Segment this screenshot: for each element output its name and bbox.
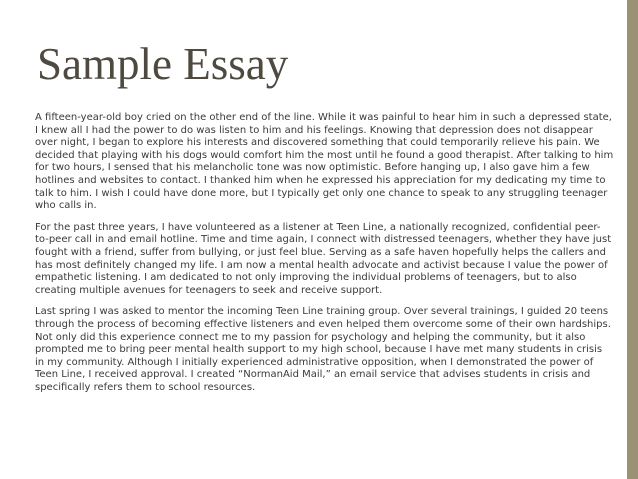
accent-side-bar xyxy=(627,0,638,479)
essay-body xyxy=(34,112,614,403)
essay-paragraph-1: A fifteen-year-old boy cried on the other end of the line. While it was painful to hear him in such a depressed state, I knew all I had the power to do was listen to him and his feelings. Knowing that depression does not disappear over night, I began to explore his interests and discovered something that could temporarily relieve his pain. We decided that playing with his dogs would comfort him the most until he found a good therapist. After talking to him for two hours, I sensed that his melancholic tone was now optimistic. Before hanging up, I also gave him a few hotlines and websites to contact. I thanked him when he expressed his appreciation for my dedicating my time to talk to him. I wish I could have done more, but I typically get only one chance to speak to any struggling teenager who calls in. xyxy=(35,112,614,212)
essay-paragraph-3: Last spring I was asked to mentor the incoming Teen Line training group. Over several trainings, I guided 20 teens through the process of becoming effective listeners and even helped them overcome some of their own hardships. Not only did this experience connect me to my passion for psychology and helping the community, but it also prompted me to bring peer mental health support to my high school, because I have met many students in crisis in my community. Although I initially experienced administrative opposition, when I demonstrated the power of Teen Line, I received approval. I created “NormanAid Mail,” an email service that advises students in crisis and specifically refers them to school resources. xyxy=(35,306,611,393)
slide-title: Sample Essay xyxy=(37,39,289,89)
essay-paragraph-2: For the past three years, I have volunteered as a listener at Teen Line, a nationally recognized, confidential peer-to-peer call in and email hotline. Time and time again, I connect with distressed teenagers, whether they have just fought with a friend, suffer from bullying, or just feel blue. Serving as a safe haven hopefully helps the callers and has most definitely changed my life. I am now a mental health advocate and activist because I value the power of empathetic listening. I am dedicated to not only improving the individual problems of teenagers, but to also creating multiple avenues for teenagers to seek and receive support. xyxy=(35,221,612,296)
